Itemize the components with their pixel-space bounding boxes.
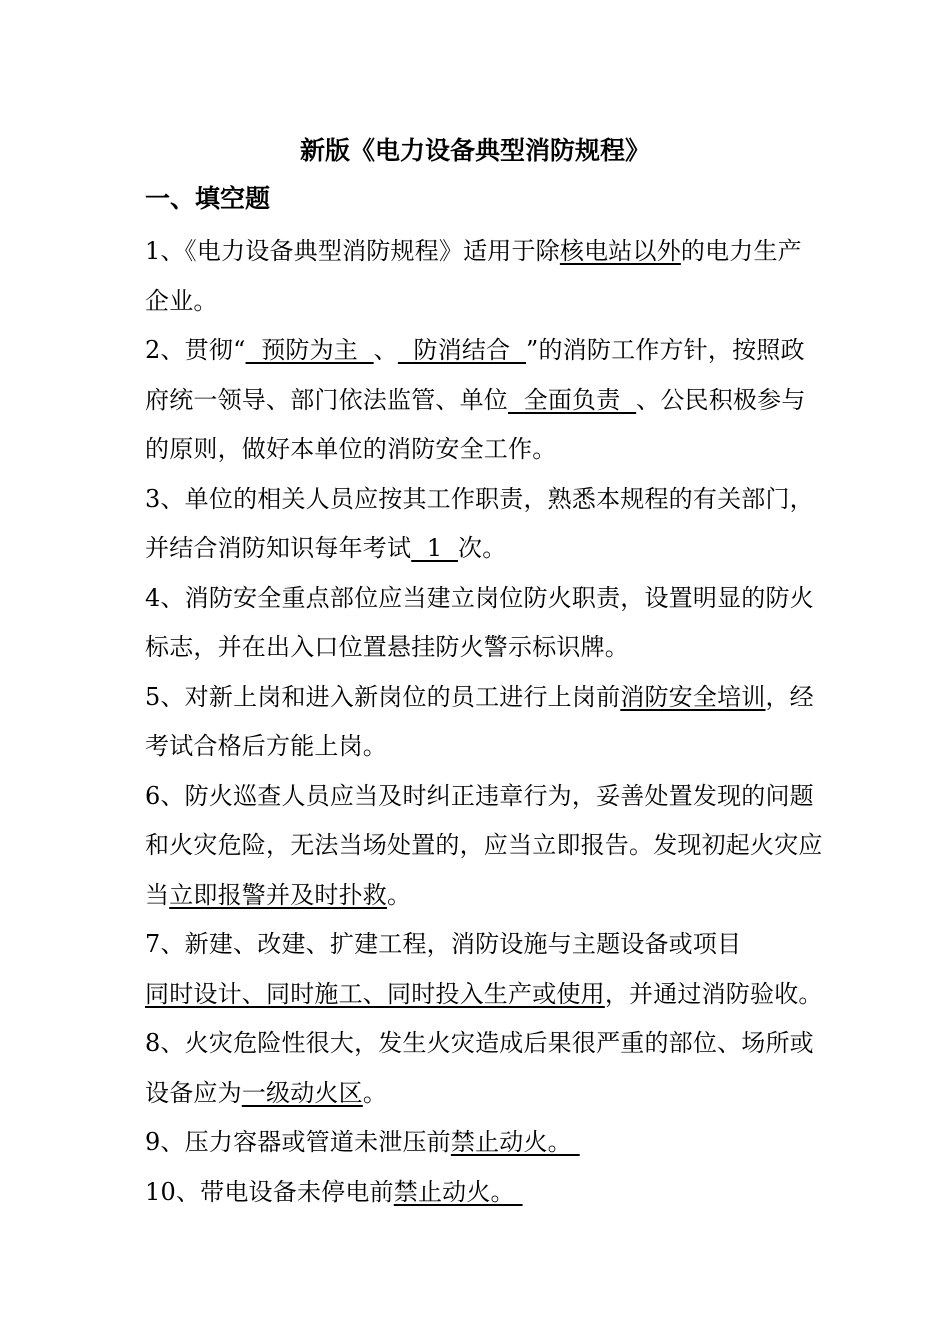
question-item bbox=[145, 326, 825, 475]
question-text: 《电力设备典型消防规程》适用于除 bbox=[184, 237, 560, 265]
question-text: 对新上岗和进入新岗位的员工进行上岗前 bbox=[184, 682, 621, 711]
blank-answer: 禁止动火。 bbox=[393, 1177, 523, 1206]
question-number: 7、 bbox=[145, 930, 185, 958]
blank-answer: 立即报警并及时扑救 bbox=[169, 880, 388, 909]
blank-answer: 1 bbox=[411, 534, 458, 562]
question-number: 3、 bbox=[145, 484, 185, 513]
question-number: 5、 bbox=[145, 682, 185, 711]
question-item bbox=[145, 227, 825, 326]
question-text: ，经考试合格后方能上岗。 bbox=[145, 682, 814, 760]
question-text: 单位的相关人员应按其工作职责，熟悉本规程的有关部门，并结合消防知识每年考试 bbox=[145, 484, 814, 562]
blank-answer: 防消结合 bbox=[397, 336, 526, 364]
question-text: 的电力生产企业。 bbox=[145, 237, 802, 315]
question-text: 新建、改建、扩建工程，消防设施与主题设备或项目 bbox=[184, 930, 742, 958]
blank-answer: 预防为主 bbox=[245, 336, 374, 364]
question-number: 10、 bbox=[145, 1177, 201, 1206]
question-number: 2、 bbox=[145, 336, 185, 364]
question-text: 。 bbox=[362, 1078, 388, 1107]
question-text: 压力容器或管道未泄压前 bbox=[184, 1128, 451, 1156]
question-text: 次。 bbox=[458, 534, 507, 562]
question-text: 火灾危险性很大，发生火灾造成后果很严重的部位、场所或设备应为 bbox=[145, 1029, 814, 1107]
question-text: 。 bbox=[387, 880, 412, 909]
question-item bbox=[145, 475, 825, 574]
question-item bbox=[145, 1118, 825, 1168]
blank-answer: 同时设计、同时施工、同时投入生产或使用 bbox=[145, 979, 605, 1008]
document-title: 新版《电力设备典型消防规程》 bbox=[299, 136, 650, 165]
question-text: 、公民积极参与的原则，做好本单位的消防安全工作。 bbox=[145, 385, 806, 463]
blank-answer: 禁止动火。 bbox=[450, 1128, 580, 1156]
question-text: ”的消防工作方针，按照政府统一领导、部门依法监管、单位 bbox=[145, 336, 805, 414]
question-item bbox=[145, 574, 825, 673]
question-text: 贯彻“ bbox=[184, 336, 246, 364]
question-text: 、 bbox=[373, 336, 398, 364]
blank-answer: 全面负责 bbox=[508, 385, 637, 414]
blank-answer: 一级动火区 bbox=[241, 1078, 363, 1107]
question-text: 带电设备未停电前 bbox=[200, 1177, 394, 1206]
question-number: 4、 bbox=[145, 583, 185, 612]
section-title: 一、填空题 bbox=[145, 184, 271, 213]
question-number: 6、 bbox=[145, 781, 185, 810]
question-list bbox=[145, 227, 825, 1217]
question-text: 防火巡查人员应当及时纠正违章行为，妥善处置发现的问题和火灾危险，无法当场处置的，应当立即报告。发现初起火灾应当 bbox=[145, 781, 823, 909]
question-number: 1、 bbox=[145, 237, 185, 265]
question-item bbox=[145, 1019, 825, 1118]
question-item bbox=[145, 772, 825, 921]
question-item bbox=[145, 673, 825, 772]
question-number: 8、 bbox=[145, 1029, 185, 1057]
blank-answer: 核电站以外 bbox=[559, 237, 681, 265]
question-item bbox=[145, 1168, 825, 1218]
blank-answer: 消防安全培训 bbox=[620, 682, 766, 711]
question-item bbox=[145, 920, 825, 1019]
question-text: 消防安全重点部位应当建立岗位防火职责，设置明显的防火标志，并在出入口位置悬挂防火警示标识牌。 bbox=[145, 583, 814, 661]
question-number: 9、 bbox=[145, 1128, 185, 1156]
question-text: ，并通过消防验收。 bbox=[604, 979, 823, 1008]
